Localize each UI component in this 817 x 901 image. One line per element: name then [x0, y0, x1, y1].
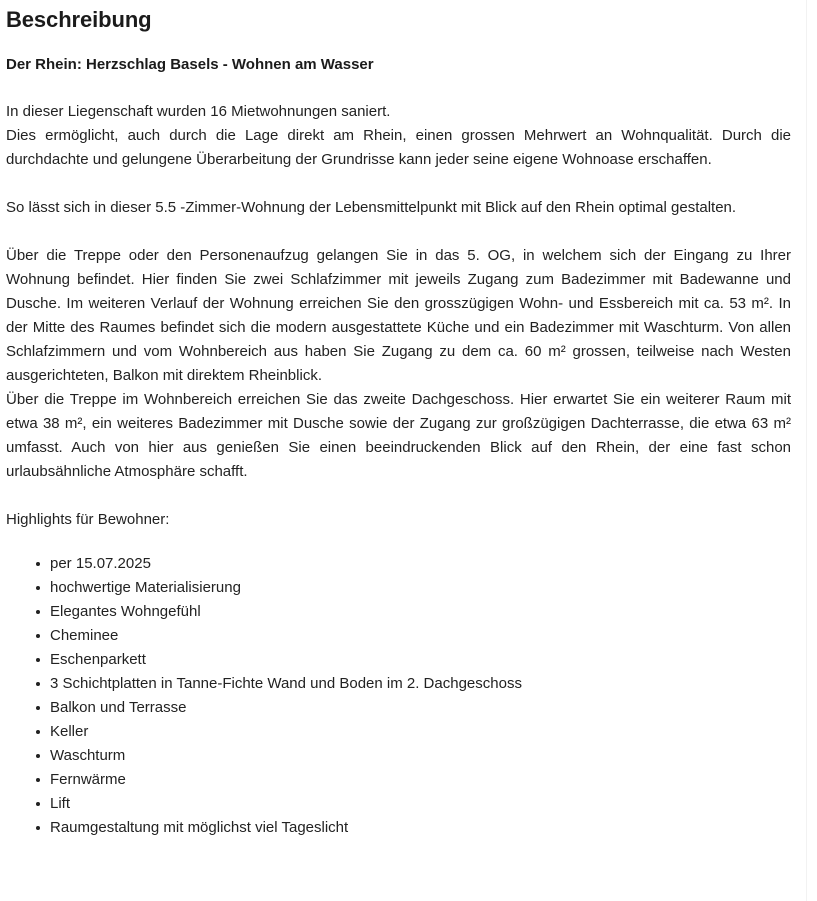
list-item: [6, 624, 791, 648]
bullet-icon: [36, 778, 40, 782]
section-subtitle: Der Rhein: Herzschlag Basels - Wohnen am Wasser: [6, 56, 374, 73]
bullet-icon: [36, 826, 40, 830]
bullet-icon: [36, 562, 40, 566]
list-item: [6, 600, 791, 624]
list-item-label: 3 Schichtplatten in Tanne-Fichte Wand und Boden im 2. Dachgeschoss: [50, 675, 522, 692]
highlights-intro: Highlights für Bewohner:: [6, 511, 170, 528]
list-item-label: Fernwärme: [50, 771, 126, 788]
list-item-label: Waschturm: [50, 747, 126, 764]
description-content: [6, 0, 791, 840]
list-item-label: Keller: [50, 723, 89, 740]
description-paragraph-1: In dieser Liegenschaft wurden 16 Mietwohnungen saniert. Dies ermöglicht, auch durch die Lage direkt am Rhein, einen grossen Mehrwert an Wohnqualität. Durch die durchdachte und gelungene Überarbeitung der Grundrisse kann jeder seine eigene Wohnoase erschaffen.: [6, 103, 791, 168]
list-item: [6, 792, 791, 816]
description-paragraph-3: Über die Treppe oder den Personenaufzug gelangen Sie in das 5. OG, in welchem sich der Eingang zu Ihrer Wohnung befindet. Hier finden Sie zwei Schlafzimmer mit jeweils Zugang zum Badezimmer mit Badewanne und Dusche. Im weiteren Verlauf der Wohnung erreichen Sie den grosszügigen Wohn- und Essbereich mit ca. 53 m². In der Mitte des Raumes befindet sich die modern ausgestattete Küche und ein Badezimmer mit Waschturm. Von allen Schlafzimmern und vom Wohnbereich aus haben Sie Zugang zu dem ca. 60 m² grossen, teilweise nach Westen ausgerichteten, Balkon mit direktem Rheinblick. Über die Treppe im Wohnbereich erreichen Sie das zweite Dachgeschoss. Hier erwartet Sie ein weiterer Raum mit etwa 38 m², ein weiteres Badezimmer mit Dusche sowie der Zugang zur großzügigen Dachterrasse, die etwa 63 m² umfasst. Auch von hier aus genießen Sie einen beeindruckenden Blick auf den Rhein, der eine fast schon urlaubsähnliche Atmosphäre schafft.: [6, 247, 791, 480]
bullet-icon: [36, 658, 40, 662]
bullet-icon: [36, 634, 40, 638]
list-item: [6, 648, 791, 672]
list-item: [6, 552, 791, 576]
list-item: [6, 768, 791, 792]
bullet-icon: [36, 706, 40, 710]
list-item-label: per 15.07.2025: [50, 555, 151, 572]
highlights-list: [6, 552, 791, 840]
list-item: [6, 576, 791, 600]
list-item: [6, 672, 791, 696]
bullet-icon: [36, 586, 40, 590]
page-title: Beschreibung: [6, 7, 152, 32]
bullet-icon: [36, 802, 40, 806]
bullet-icon: [36, 682, 40, 686]
bullet-icon: [36, 610, 40, 614]
list-item: [6, 720, 791, 744]
list-item: [6, 696, 791, 720]
list-item-label: Cheminee: [50, 627, 119, 644]
list-item-label: hochwertige Materialisierung: [50, 579, 241, 596]
bullet-icon: [36, 754, 40, 758]
right-edge-rule: [806, 0, 807, 901]
description-paragraph-2: So lässt sich in dieser 5.5 -Zimmer-Wohnung der Lebensmittelpunkt mit Blick auf den Rhein optimal gestalten.: [6, 199, 737, 216]
list-item-label: Balkon und Terrasse: [50, 699, 187, 716]
list-item-label: Eschenparkett: [50, 651, 146, 668]
list-item: [6, 744, 791, 768]
list-item: [6, 816, 791, 840]
list-item-label: Elegantes Wohngefühl: [50, 603, 201, 620]
list-item-label: Raumgestaltung mit möglichst viel Tageslicht: [50, 819, 349, 836]
list-item-label: Lift: [50, 795, 71, 812]
bullet-icon: [36, 730, 40, 734]
